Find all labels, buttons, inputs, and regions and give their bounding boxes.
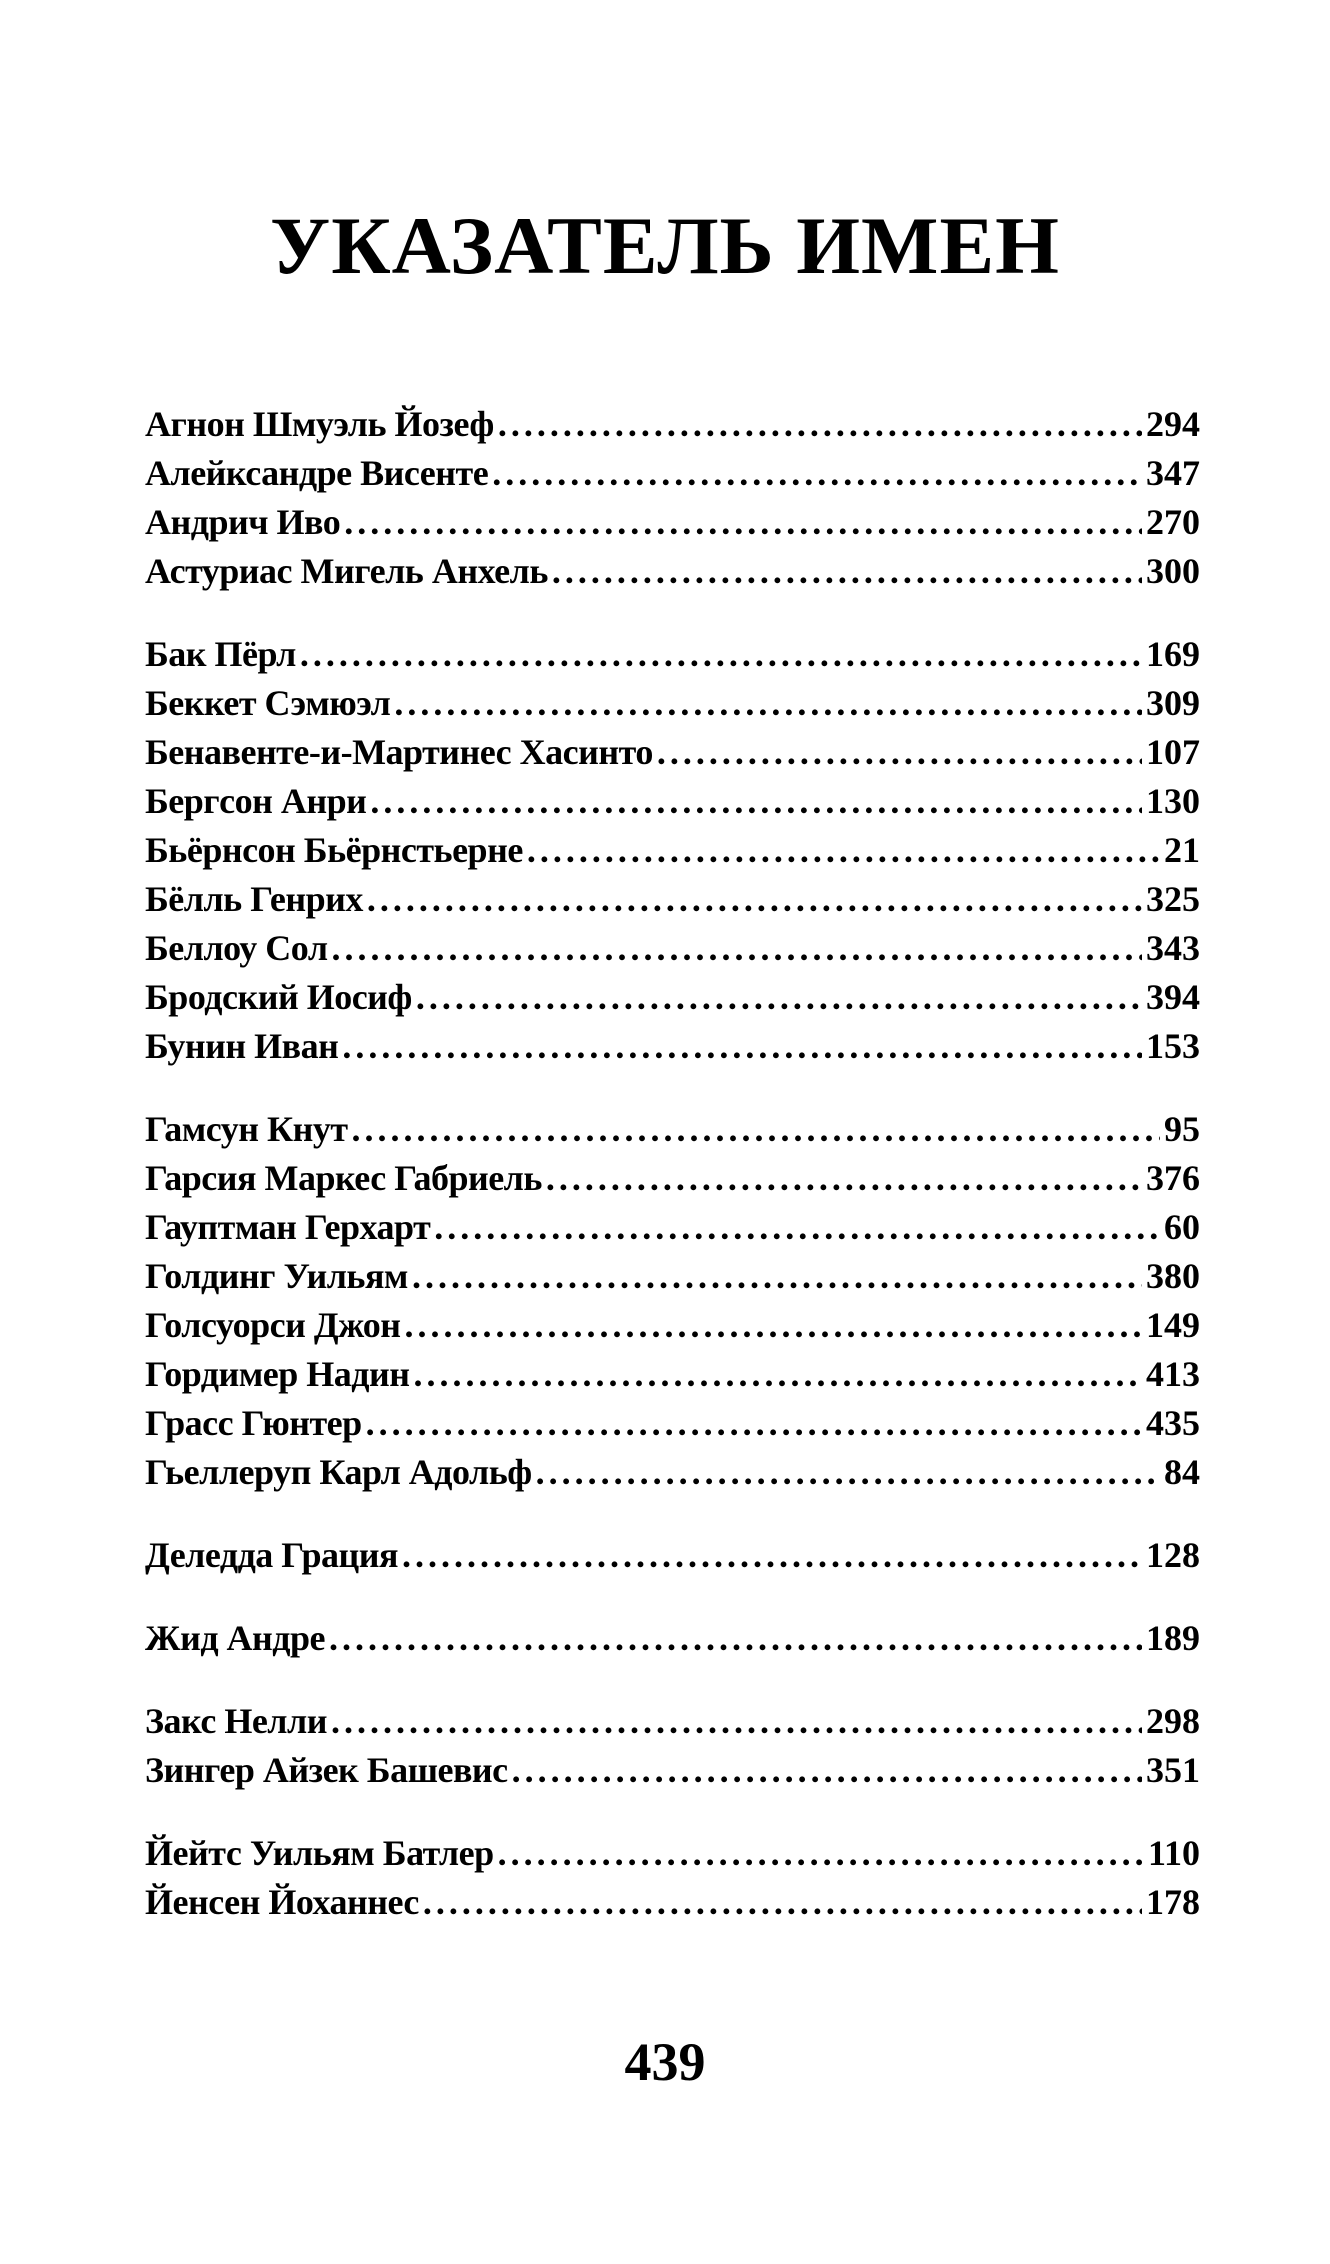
dot-leader [434,1203,1160,1252]
dot-leader [402,1531,1142,1580]
entry-page-number: 128 [1146,1535,1200,1575]
index-letter-group [145,400,1200,596]
entry-page-number: 351 [1146,1750,1200,1790]
entry-page-number: 107 [1146,732,1200,772]
index-entry [145,1203,1200,1252]
entry-page-number: 130 [1146,781,1200,821]
entry-name: Жид Андре [145,1618,325,1658]
entry-name: Бьёрнсон Бьёрнстьерне [145,830,523,870]
dot-leader [657,728,1142,777]
index-entry [145,1022,1200,1071]
entry-page-number: 347 [1146,453,1200,493]
entry-name: Закс Нелли [145,1701,327,1741]
dot-leader [370,777,1142,826]
index-letter-group [145,630,1200,1071]
dot-leader [498,1829,1144,1878]
index-entry [145,1697,1200,1746]
entry-name: Гамсун Кнут [145,1109,348,1149]
dot-leader [546,1154,1142,1203]
index-entry [145,1105,1200,1154]
dot-leader [527,826,1160,875]
entry-page-number: 95 [1164,1109,1200,1149]
index-entry [145,777,1200,826]
entry-page-number: 413 [1146,1354,1200,1394]
index-entry [145,1252,1200,1301]
index-letter-group [145,1614,1200,1663]
entry-name: Гауптман Герхарт [145,1207,431,1247]
index-entry [145,498,1200,547]
dot-leader [367,875,1142,924]
index-entry [145,1531,1200,1580]
index-entry [145,973,1200,1022]
index-entry [145,547,1200,596]
entry-name: Гьеллеруп Карл Адольф [145,1452,532,1492]
index-entry [145,924,1200,973]
entry-name: Гарсия Маркес Габриель [145,1158,542,1198]
index-entry [145,1878,1200,1927]
index-entry [145,1448,1200,1497]
index-letter-group [145,1697,1200,1795]
index-entry [145,1350,1200,1399]
index-entry [145,1614,1200,1663]
dot-leader [536,1448,1160,1497]
index-entry [145,875,1200,924]
dot-leader [416,973,1142,1022]
entry-name: Алейксандре Висенте [145,453,489,493]
index-letter-group [145,1829,1200,1927]
entry-page-number: 343 [1146,928,1200,968]
entry-page-number: 60 [1164,1207,1200,1247]
dot-leader [413,1350,1142,1399]
entry-name: Бергсон Анри [145,781,367,821]
dot-leader [300,630,1142,679]
dot-leader [342,1022,1142,1071]
entry-name: Беккет Сэмюэл [145,683,391,723]
entry-name: Бенавенте-и-Мартинес Хасинто [145,732,653,772]
entry-name: Бродский Иосиф [145,977,412,1017]
dot-leader [492,449,1142,498]
entry-page-number: 149 [1146,1305,1200,1345]
entry-name: Голдинг Уильям [145,1256,408,1296]
index-entry [145,826,1200,875]
dot-leader [512,1746,1142,1795]
entry-name: Бак Пёрл [145,634,296,674]
index-entry [145,1829,1200,1878]
dot-leader [394,679,1142,728]
dot-leader [344,498,1142,547]
entry-name: Гордимер Надин [145,1354,410,1394]
entry-page-number: 309 [1146,683,1200,723]
entry-page-number: 325 [1146,879,1200,919]
dot-leader [405,1301,1142,1350]
entry-page-number: 380 [1146,1256,1200,1296]
index-entry [145,1746,1200,1795]
page-title: УКАЗАТЕЛЬ ИМЕН [270,200,1060,291]
entry-name: Беллоу Сол [145,928,328,968]
dot-leader [552,547,1142,596]
entry-page-number: 300 [1146,551,1200,591]
dot-leader [331,1697,1142,1746]
entry-name: Астуриас Мигель Анхель [145,551,548,591]
index-entry [145,630,1200,679]
dot-leader [423,1878,1142,1927]
entry-name: Йенсен Йоханнес [145,1882,419,1922]
index-letter-group [145,1105,1200,1497]
entry-name: Андрич Иво [145,502,341,542]
entry-page-number: 394 [1146,977,1200,1017]
entry-page-number: 270 [1146,502,1200,542]
entry-page-number: 294 [1146,404,1200,444]
entry-name: Зингер Айзек Башевис [145,1750,508,1790]
entry-name: Голсуорси Джон [145,1305,401,1345]
index-entry [145,679,1200,728]
entry-page-number: 435 [1146,1403,1200,1443]
dot-leader [366,1399,1142,1448]
entry-page-number: 298 [1146,1701,1200,1741]
dot-leader [329,1614,1142,1663]
entry-name: Деледда Грация [145,1535,398,1575]
entry-page-number: 84 [1164,1452,1200,1492]
entry-page-number: 21 [1164,830,1200,870]
dot-leader [352,1105,1160,1154]
dot-leader [498,400,1142,449]
index-entry [145,1154,1200,1203]
entry-name: Йейтс Уильям Батлер [145,1833,494,1873]
entry-name: Агнон Шмуэль Йозеф [145,404,494,444]
name-index [145,400,1200,1961]
index-entry [145,1399,1200,1448]
entry-page-number: 169 [1146,634,1200,674]
entry-page-number: 110 [1147,1833,1200,1873]
index-letter-group [145,1531,1200,1580]
entry-name: Грасс Гюнтер [145,1403,362,1443]
entry-page-number: 376 [1146,1158,1200,1198]
entry-page-number: 189 [1146,1618,1200,1658]
entry-page-number: 153 [1146,1026,1200,1066]
index-entry [145,400,1200,449]
dot-leader [412,1252,1142,1301]
entry-name: Бёлль Генрих [145,879,363,919]
index-entry [145,728,1200,777]
page-number: 439 [624,2032,706,2092]
index-entry [145,449,1200,498]
entry-page-number: 178 [1146,1882,1200,1922]
dot-leader [332,924,1142,973]
entry-name: Бунин Иван [145,1026,339,1066]
index-entry [145,1301,1200,1350]
